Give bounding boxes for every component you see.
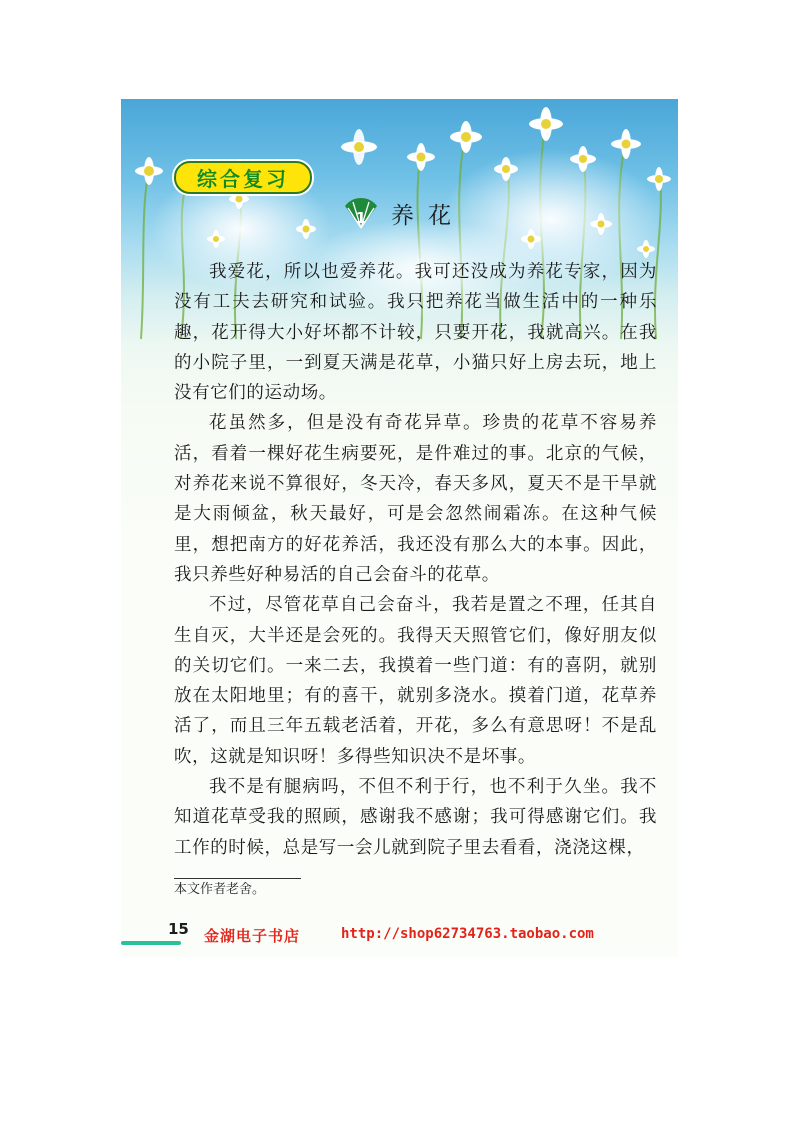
footer-accent-line [121,941,181,945]
review-badge: 综合复习 [174,161,312,194]
store-name: 金湖电子书店 [204,927,301,945]
page-number: 15 [168,920,189,938]
textbook-page [121,99,678,957]
paragraph: 我不是有腿病吗，不但不利于行，也不利于久坐。我不知道花草受我的照顾，感谢我不感谢；我可得感谢它们。我工作的时候，总是写一会儿就到院子里去看看，浇浇这棵， [174,777,657,858]
footnote: 本文作者老舍。 [174,882,266,897]
lesson-title: 养花 [391,202,465,229]
lesson-heading [343,196,465,230]
fan-lesson-number-icon [343,196,379,230]
paragraph: 不过，尽管花草自己会奋斗，我若是置之不理，任其自生自灭，大半还是会死的。我得天天照管它们，像好朋友似的关切它们。一来二去，我摸着一些门道：有的喜阴，就别放在太阳地里；有的喜干，就别多浇水。摸着门道，花草养活了，而且三年五载老活着，开花，多么有意思呀！不是乱吹，这就是知识呀！多得些知识决不是坏事。 [174,595,657,767]
store-url-link[interactable]: http://shop62734763.taobao.com [341,926,594,942]
paragraph: 我爱花，所以也爱养花。我可还没成为养花专家，因为没有工夫去研究和试验。我只把养花当做生活中的一种乐趣，花开得大小好坏都不计较，只要开花，我就高兴。在我的小院子里，一到夏天满是花草，小猫只好上房去玩，地上没有它们的运动场。 [174,262,657,404]
article-body [174,257,657,863]
paragraph: 花虽然多，但是没有奇花异草。珍贵的花草不容易养活，看着一棵好花生病要死，是件难过的事。北京的气候，对养花来说不算很好，冬天冷，春天多风，夏天不是干旱就是大雨倾盆，秋天最好，可是会忽然闹霜冻。在这种气候里，想把南方的好花养活，我还没有那么大的本事。因此，我只养些好种易活的自己会奋斗的花草。 [174,413,657,585]
lesson-number: 1 [355,209,367,227]
page-footer [121,911,678,957]
